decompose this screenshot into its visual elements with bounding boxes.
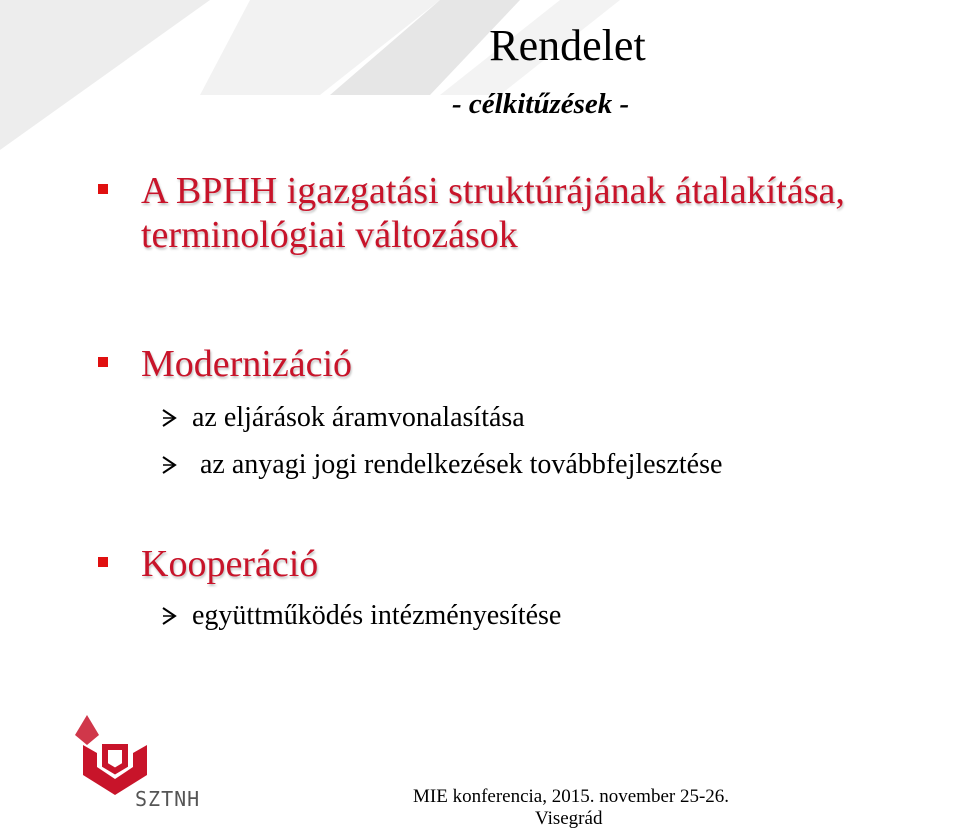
sub-bullet-item [160,449,722,481]
bullet-text: Kooperáció [141,543,319,585]
arrow-bullet-icon [160,455,178,475]
sub-bullet-text: az eljárások áramvonalasítása [192,402,525,433]
square-bullet-icon [98,557,108,567]
arrow-bullet-icon [160,606,178,626]
sub-bullet-item [160,402,525,434]
slide-title: Rendelet [489,21,646,70]
sztnh-logo [75,715,225,820]
slide-subtitle: - célkitűzések - [452,88,630,120]
sub-bullet-text: együttműködés intézményesítése [192,600,562,631]
footer-location: Visegrád [535,808,603,829]
square-bullet-icon [98,184,108,194]
logo-text: SZTNH [135,787,201,811]
square-bullet-icon [98,357,108,367]
bullet-text-line1: A BPHH igazgatási struktúrájának átalakítása, [141,170,845,212]
footer-conference: MIE konferencia, 2015. november 25-26. [413,786,730,807]
bullet-item [98,343,352,387]
sub-bullet-text: az anyagi jogi rendelkezések továbbfejlesztése [200,449,723,480]
sub-bullet-item [160,600,561,632]
arrow-bullet-icon [160,408,178,428]
bullet-item [98,543,318,587]
bullet-item [98,170,845,257]
bullet-text: Modernizáció [141,343,353,385]
bullet-text-line2: terminológiai változások [141,213,518,256]
